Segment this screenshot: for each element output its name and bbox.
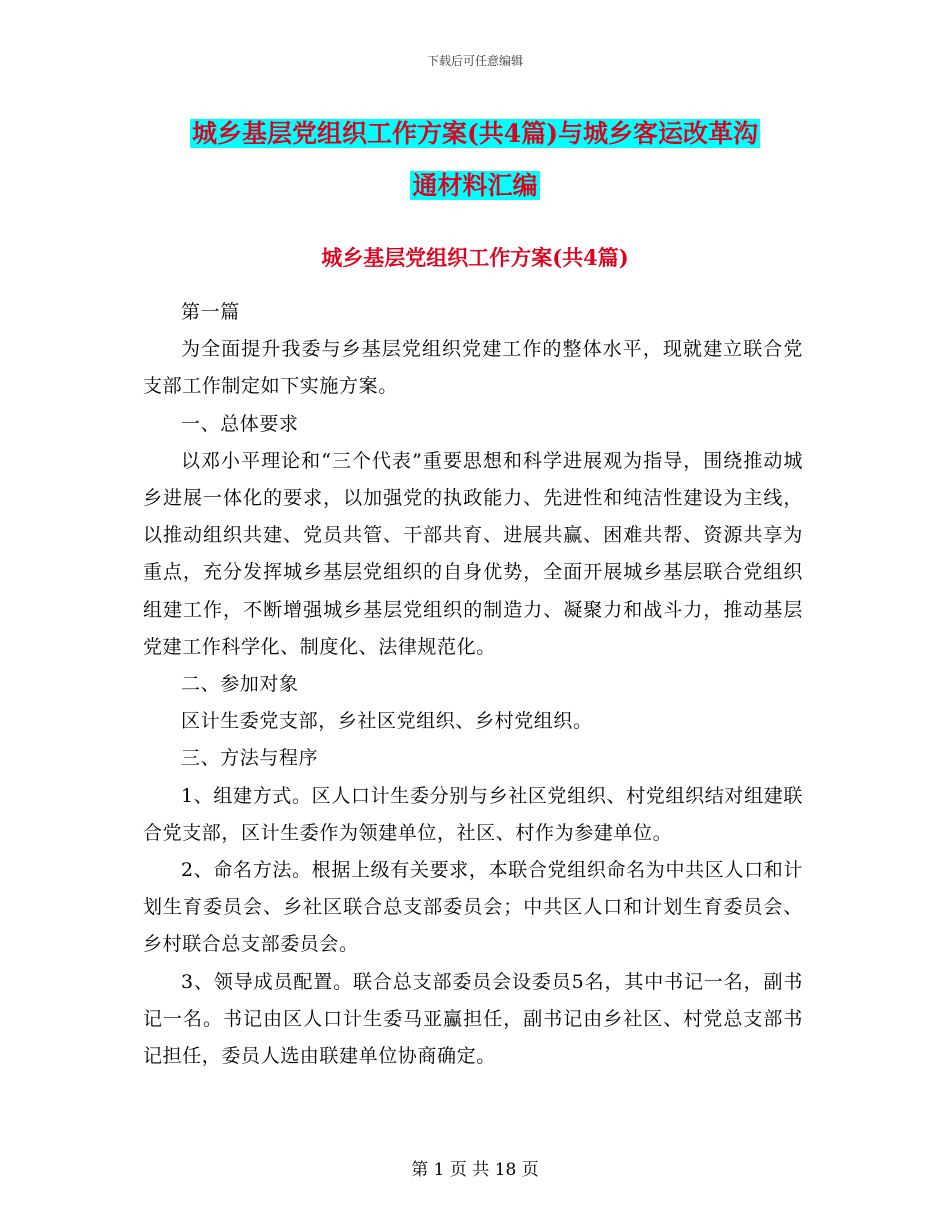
document-title-line-2: 通材料汇编 [412, 171, 538, 200]
paragraph: 二、参加对象 [181, 673, 299, 696]
header-note: 下载后可任意编辑 [426, 54, 523, 68]
section-title: 城乡基层党组织工作方案(共4篇) [321, 245, 629, 270]
paragraph: 第一篇 [181, 301, 240, 323]
paragraph: 为全面提升我委与乡基层党组织党建工作的整体水平，现就建立联合党支部工作制定如下实施方案。 [143, 338, 803, 398]
paragraph: 三、方法与程序 [181, 747, 319, 770]
paragraph: 以邓小平理论和“三个代表”重要思想和科学进展观为指导，围绕推动城乡进展一体化的要求，以加强党的执政能力、先进性和纯洁性建设为主线，以推动组织共建、党员共管、干部共育、进展共赢、困难共帮、资源共享为重点，充分发挥城乡基层党组织的自身优势，全面开展城乡基层联合党组织组建工作，不断增强城乡基层党组织的制造力、凝聚力和战斗力，推动基层党建工作科学化、制度化、法律规范化。 [143, 449, 803, 658]
paragraph: 一、总体要求 [181, 412, 299, 435]
paragraph: 3、领导成员配置。联合总支部委员会设委员5名，其中书记一名，副书记一名。书记由区人口计生委马亚鸁担任，副书记由乡社区、村党总支部书记担任，委员人选由联建单位协商确定。 [143, 970, 803, 1068]
paragraph: 2、命名方法。根据上级有关要求，本联合党组织命名为中共区人口和计划生育委员会、乡社区联合总支部委员会；中共区人口和计划生育委员会、乡村联合总支部委员会。 [143, 859, 803, 956]
document-body [143, 294, 803, 1075]
page-footer: 第 1 页 共 18 页 [411, 1160, 539, 1180]
document-title [0, 108, 950, 212]
paragraph: 1、组建方式。区人口计生委分别与乡社区党组织、村党组织结对组建联合党支部，区计生委作为领建单位，社区、村作为参建单位。 [143, 784, 803, 844]
paragraph: 区计生委党支部，乡社区党组织、乡村党组织。 [181, 710, 593, 733]
document-title-line-1: 城乡基层党组织工作方案(共4篇)与城乡客运改革沟 [191, 119, 759, 148]
